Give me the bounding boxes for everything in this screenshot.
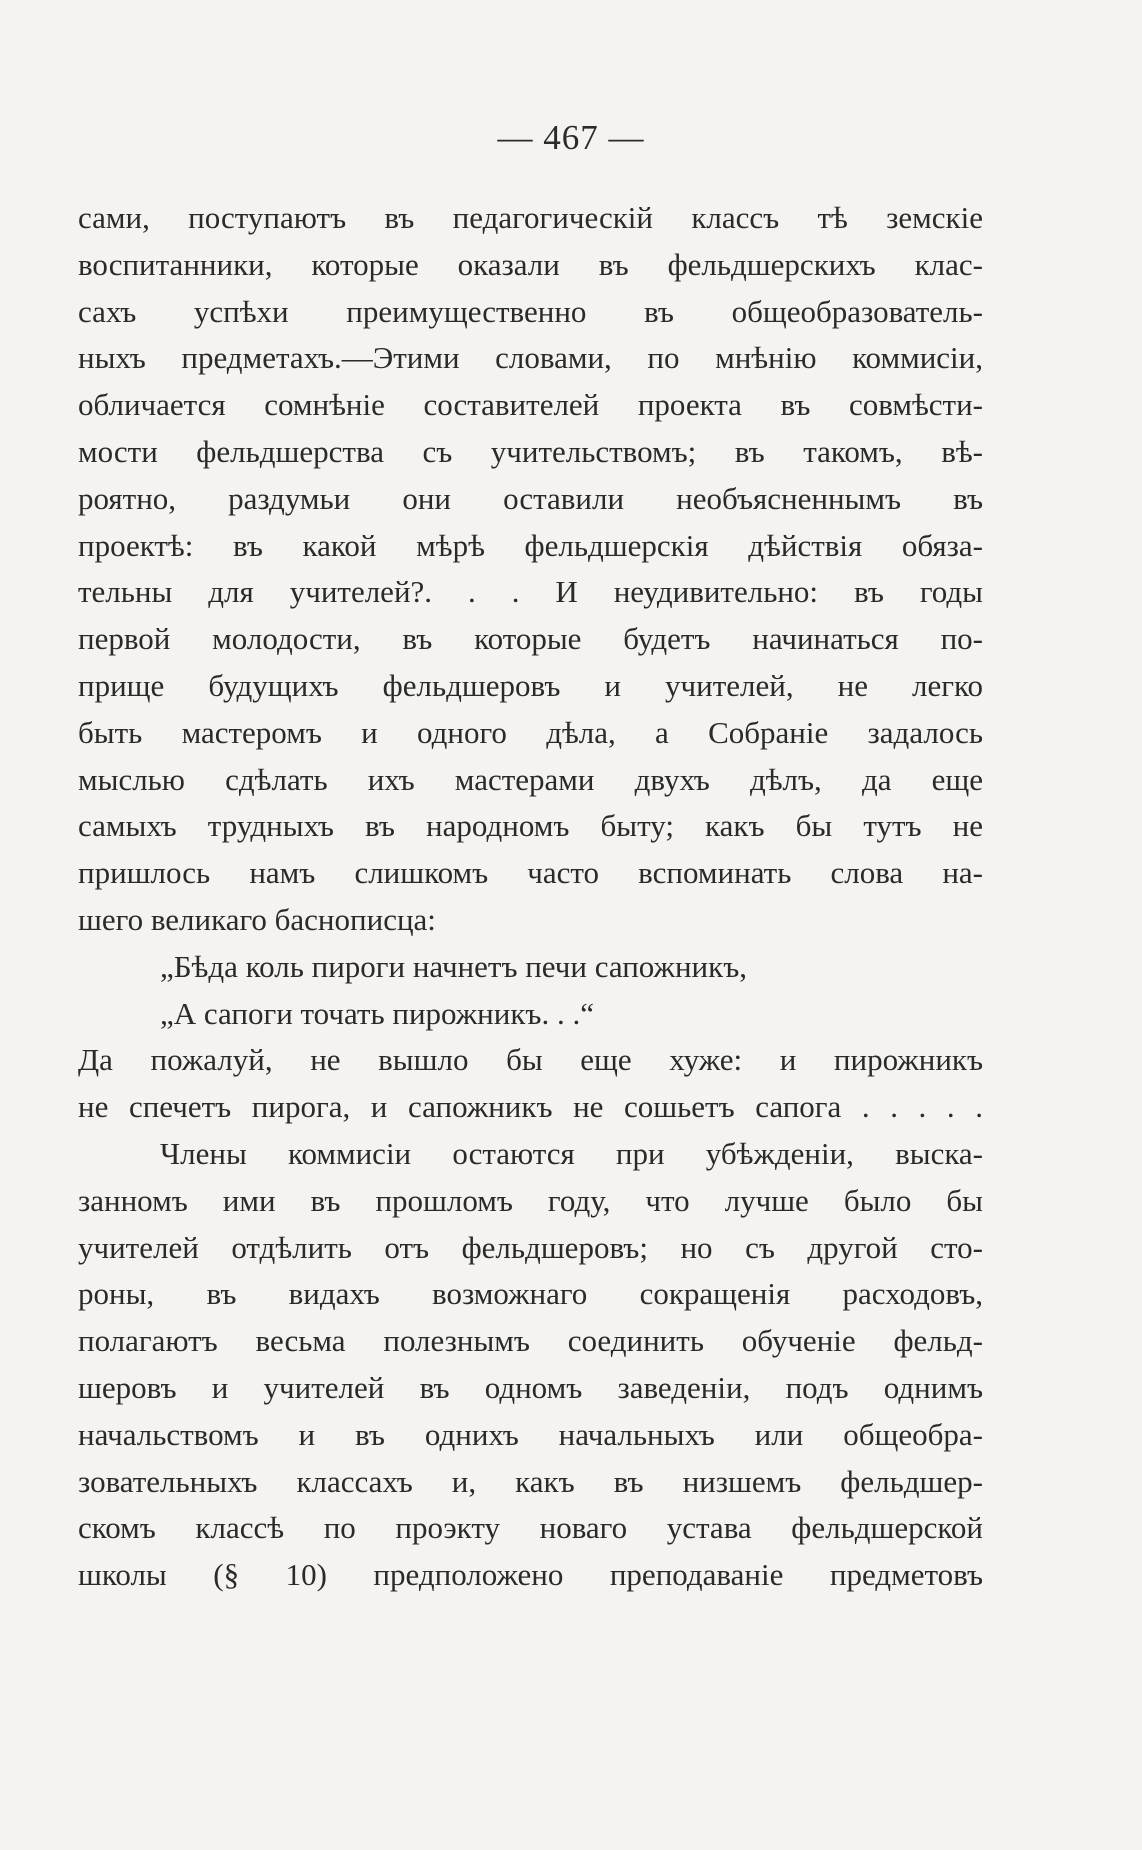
text-line: начальствомъ и въ однихъ начальныхъ или общеобра- [78, 1416, 983, 1452]
text-line: мыслью сдѣлать ихъ мастерами двухъ дѣлъ, да еще [78, 761, 983, 797]
text-line: сахъ успѣхи преимущественно въ общеобразователь- [78, 293, 983, 329]
body-text [78, 195, 983, 1599]
text-line: первой молодости, въ которые будетъ начинаться по- [78, 621, 983, 657]
text-line: зовательныхъ классахъ и, какъ въ низшемъ фельдшер- [78, 1463, 983, 1499]
text-line: Члены коммисіи остаются при убѣжденіи, выска- [160, 1135, 983, 1171]
text-line: „А сапоги точать пирожникъ. . .“ [160, 995, 594, 1031]
text-line: пришлось намъ слишкомъ часто вспоминать слова на- [78, 855, 983, 891]
text-line: не спечетъ пирога, и сапожникъ не сошьетъ сапога . . . . . [78, 1089, 983, 1125]
text-line: воспитанники, которые оказали въ фельдшерскихъ клас- [78, 246, 983, 282]
text-line: мости фельдшерства съ учительствомъ; въ такомъ, вѣ- [78, 433, 983, 469]
text-line: Да пожалуй, не вышло бы еще хуже: и пирожникъ [78, 1042, 983, 1078]
text-line: скомъ классѣ по проэкту новаго устава фельдшерской [78, 1510, 983, 1546]
text-line: „Бѣда коль пироги начнетъ печи сапожникъ, [160, 948, 747, 984]
text-line: тельны для учителей?. . . И неудивительно: въ годы [78, 574, 983, 610]
text-line: сами, поступаютъ въ педагогическій классъ тѣ земскіе [78, 200, 983, 235]
text-line: занномъ ими въ прошломъ году, что лучше было бы [78, 1182, 983, 1218]
text-line: быть мастеромъ и одного дѣла, а Собраніе задалось [78, 714, 983, 750]
text-line: обличается сомнѣніе составителей проекта въ совмѣсти- [78, 387, 983, 423]
text-line: шего великаго баснописца: [78, 901, 436, 937]
text-line: роятно, раздумьи они оставили необъясненнымъ въ [78, 480, 983, 516]
text-line: школы (§ 10) предположено преподаваніе предметовъ [78, 1557, 983, 1593]
text-line: проектѣ: въ какой мѣрѣ фельдшерскія дѣйствія обяза- [78, 527, 983, 563]
page-number: — 467 — [497, 118, 645, 157]
text-line: полагаютъ весьма полезнымъ соединить обученіе фельд- [78, 1323, 983, 1359]
text-line: учителей отдѣлить отъ фельдшеровъ; но съ другой сто- [78, 1229, 983, 1265]
text-line: шеровъ и учителей въ одномъ заведеніи, подъ однимъ [78, 1369, 983, 1405]
text-line: ныхъ предметахъ.—Этими словами, по мнѣнію коммисіи, [78, 340, 983, 376]
text-line: прище будущихъ фельдшеровъ и учителей, не легко [78, 667, 983, 703]
text-line: роны, въ видахъ возможнаго сокращенія расходовъ, [78, 1276, 983, 1312]
text-line: самыхъ трудныхъ въ народномъ быту; какъ бы тутъ не [78, 808, 983, 844]
